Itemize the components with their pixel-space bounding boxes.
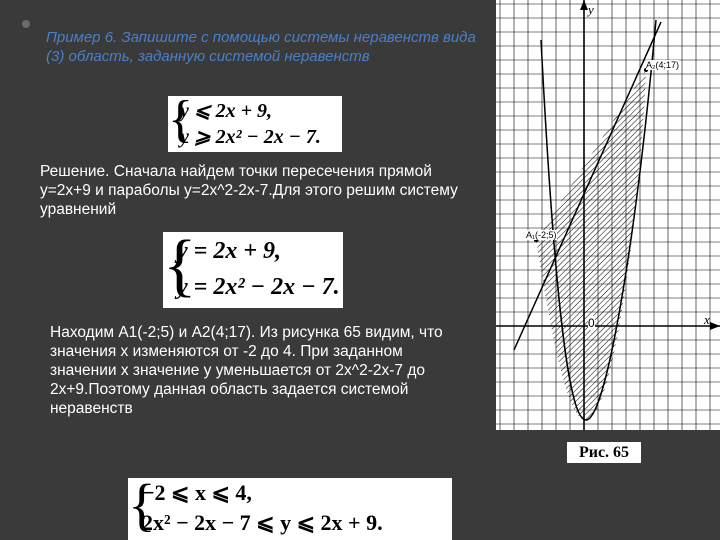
- axis-y-label: y: [588, 2, 594, 17]
- figure-caption: Рис. 65: [567, 442, 641, 463]
- axis-x-label: x: [704, 312, 710, 327]
- left-brace-icon: {: [128, 472, 156, 537]
- origin-label: 0: [588, 316, 595, 330]
- x-axis-arrow-icon: [710, 322, 720, 330]
- left-brace-icon: {: [168, 91, 193, 148]
- solution-text: Решение. Сначала найдем точки пересечения прямой y=2x+9 и параболы y=2x^2-2x-7.Для этого решим систему уравнений: [40, 163, 458, 218]
- point-a2-label: A₂(4;17): [646, 60, 680, 70]
- figure-graph: [496, 0, 720, 430]
- slide-title: Пример 6. Запишите с помощью системы неравенств вида (3) область, заданную системой неравенств: [46, 29, 476, 65]
- y-axis-arrow-icon: [580, 0, 588, 10]
- system3-line2: 2x² − 2x − 7 ⩽ y ⩽ 2x + 9.: [142, 510, 383, 535]
- slide-bullet: [22, 20, 30, 28]
- system1-line1: y ⩽ 2x + 9,: [180, 100, 273, 122]
- system1-line2: y ⩾ 2x² − 2x − 7.: [180, 126, 321, 148]
- result-text: Находим A1(-2;5) и A2(4;17). Из рисунка 65 видим, что значения x изменяются от -2 до 4. При заданном значении x значение y уменьшается от 2x^2-2x-7 до 2x+9.Поэтому данная область задается системой неравенств: [50, 324, 443, 417]
- system3-line1: −2 ⩽ x ⩽ 4,: [142, 480, 252, 505]
- system-inequalities-1: [168, 91, 342, 152]
- system-equations-2: [163, 227, 343, 308]
- system2-line1: y = 2x + 9,: [177, 238, 282, 264]
- left-brace-icon: {: [163, 227, 197, 304]
- graph-svg: [496, 0, 720, 430]
- point-a1-label: A₁(-2;5): [526, 230, 557, 240]
- system-inequalities-3: [128, 472, 452, 540]
- system2-line2: y = 2x² − 2x − 7.: [177, 274, 340, 300]
